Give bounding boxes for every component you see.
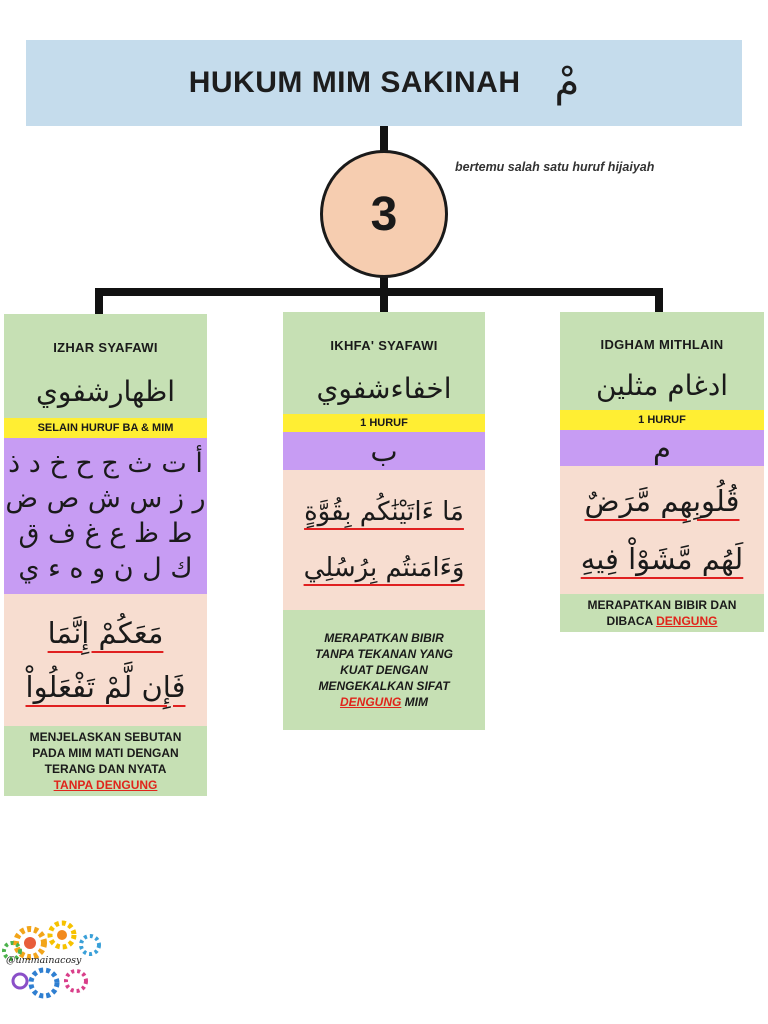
desc-line: TANPA TEKANAN YANG [315, 647, 453, 661]
huruf-letter: م [560, 430, 764, 466]
desc-line: MERAPATKAN BIBIR DAN [587, 598, 737, 612]
example-text: فَإِن لَّمْ تَفْعَلُواْ [25, 670, 186, 704]
column-title: IKHFA' SYAFAWI [283, 312, 485, 362]
description [4, 726, 207, 796]
huruf-label: SELAIN HURUF BA & MIM [4, 418, 207, 438]
letters-row: أ ت ث ج ح خ د ذ [8, 448, 203, 479]
column-arabic-title: اظهارشفوي [4, 364, 207, 418]
count-note: bertemu salah satu huruf hijaiyah [455, 160, 655, 174]
desc-line: PADA MIM MATI DENGAN [32, 746, 179, 760]
examples-block [283, 470, 485, 610]
example-text: مَعَكُمْ إِنَّمَا [47, 616, 164, 650]
example-text: قُلُوبِهِم مَّرَضٌ [584, 484, 740, 518]
huruf-label: 1 HURUF [560, 410, 764, 430]
column-title: IDGHAM MITHLAIN [560, 312, 764, 360]
example-text: وَءَامَنتُم بِرُسُلِي [303, 553, 465, 583]
letters-row: ر ز س ش ص ض [5, 483, 206, 514]
examples-block [4, 594, 207, 726]
desc-line: MENGEKALKAN SIFAT [318, 679, 450, 693]
connector-horizontal [95, 288, 663, 296]
column-title: IZHAR SYAFAWI [4, 314, 207, 364]
example-text: لَهُم مَّشَوْاْ فِيهِ [580, 542, 744, 576]
desc-line-last [340, 694, 428, 710]
connector-middle [380, 276, 388, 316]
desc-tail: MIM [401, 695, 428, 709]
column-arabic-title: اخفاءشفوي [283, 362, 485, 414]
examples-block [560, 466, 764, 594]
huruf-letter: ب [283, 432, 485, 470]
desc-line: TERANG DAN NYATA [44, 762, 167, 776]
desc-emphasis: DENGUNG [656, 614, 718, 628]
desc-line-last [607, 613, 718, 629]
column-ikhfa-syafawi [283, 312, 485, 730]
example-text: مَا ءَاتَيْنَٰكُم بِقُوَّةٍ [304, 497, 464, 527]
title-arabic-glyph: مْ [554, 60, 580, 106]
letters-row: ط ظ ع غ ف ق [18, 518, 193, 549]
desc-line: MENJELASKAN SEBUTAN [29, 730, 182, 744]
description [283, 610, 485, 730]
desc-emphasis: DENGUNG [339, 695, 402, 709]
desc-line: MERAPATKAN BIBIR [324, 631, 444, 645]
connector-left [95, 288, 103, 316]
connector-right [655, 288, 663, 314]
column-idgham-mithlain [560, 312, 764, 632]
desc-lead: DIBACA [606, 614, 657, 628]
page-title: HUKUM MIM SAKINAH [188, 66, 521, 99]
huruf-label: 1 HURUF [283, 414, 485, 432]
huruf-letters [4, 438, 207, 594]
connector-top [380, 126, 388, 152]
desc-emphasis: TANPA DENGUNG [53, 778, 158, 792]
count-circle: 3 [320, 150, 448, 278]
title-banner [26, 40, 742, 126]
column-izhar-syafawi [4, 314, 207, 796]
letters-row: ك ل ن و ه ء ي [18, 553, 193, 584]
description [560, 594, 764, 632]
watermark-handle: @ummainacosy [6, 955, 82, 966]
column-arabic-title: ادغام مثلين [560, 360, 764, 410]
desc-line: KUAT DENGAN [340, 663, 428, 677]
